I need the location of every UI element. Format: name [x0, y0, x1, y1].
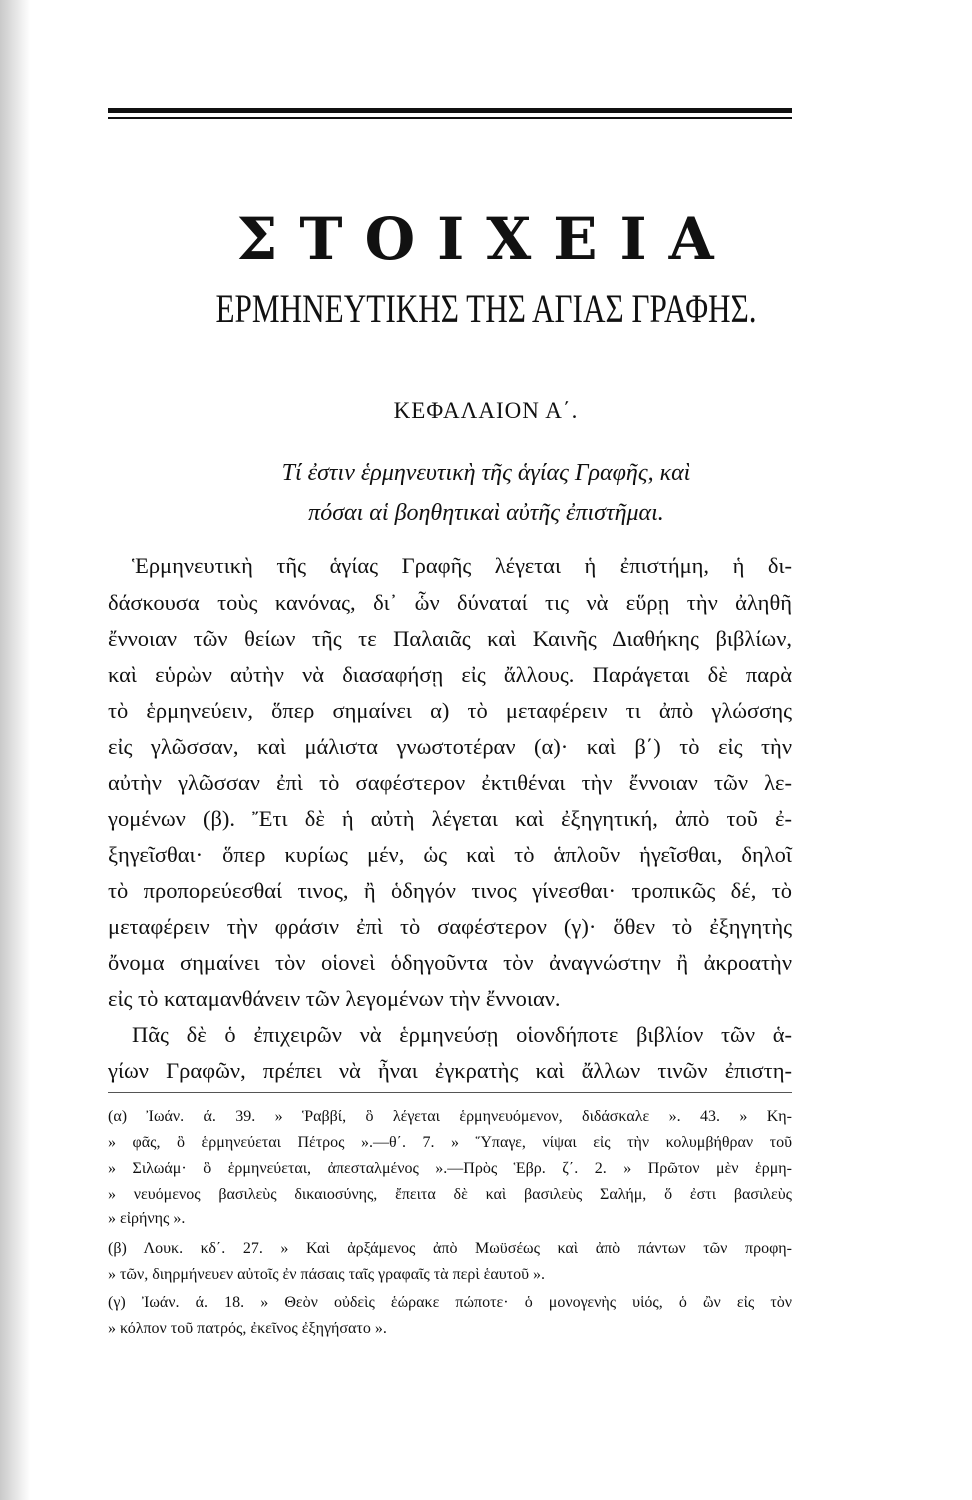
body-line: γομένων (β). Ἔτι δὲ ἡ αὐτὴ λέγεται καὶ ἐξηγητική, ἀπὸ τοῦ ἐ-: [108, 806, 792, 831]
body-line: ὄνομα σημαίνει τὸν οἱονεὶ ὁδηγοῦντα τὸν ἀναγνώστην ἢ ἀκροατὴν: [108, 950, 792, 975]
footnote-line: (β) Λουκ. κδ΄. 27. » Καὶ ἀρξάμενος ἀπὸ Μωϋσέως καὶ ἀπὸ πάντων τῶν προφη-: [108, 1240, 792, 1257]
body-line: Ἑρμηνευτικὴ τῆς ἁγίας Γραφῆς λέγεται ἡ ἐπιστήμη, ἡ δι-: [132, 553, 792, 578]
body-line: γίων Γραφῶν, πρέπει νὰ ἦναι ἐγκρατὴς καὶ ἄλλων τινῶν ἐπιστη-: [108, 1058, 792, 1083]
footnote-line: (α) Ἰωάν. ά. 39. » Ῥαββί, ὃ λέγεται ἑρμηνευόμενον, διδάσκαλε ». 43. » Κη-: [108, 1108, 792, 1125]
footnote-line: » κόλπον τοῦ πατρός, ἐκεῖνος ἐξηγήσατο ».: [108, 1320, 387, 1337]
body-line: αὐτὴν γλῶσσαν ἐπὶ τὸ σαφέστερον ἐκτιθέναι τὴν ἔννοιαν τῶν λε-: [108, 770, 792, 795]
body-line: τὸ ἑρμηνεύειν, ὅπερ σημαίνει α) τὸ μεταφέρειν τι ἀπὸ γλώσσης: [108, 698, 792, 723]
header-rule-thin: [108, 117, 792, 119]
body-line: Πᾶς δὲ ὁ ἐπιχειρῶν νὰ ἑρμηνεύσῃ οἱονδήποτε βιβλίον τῶν ἁ-: [132, 1022, 792, 1047]
body-line: τὸ προπορεύεσθαί τινος, ἢ ὁδηγόν τινος γίνεσθαι· τροπικῶς δέ, τὸ: [108, 878, 792, 903]
body-line: εἰς τὸ καταμανθάνειν τῶν λεγομένων τὴν ἔννοιαν.: [108, 986, 561, 1011]
main-title: ΣΤΟΙΧΕΙΑ: [236, 205, 736, 273]
body-line: δάσκουσα τοὺς κανόνας, δι᾽ ὧν δύναταί τις νὰ εὕρῃ τὴν ἀληθῆ: [108, 590, 792, 615]
footnote-line: » Σιλωάμ· ὃ ἑρμηνεύεται, ἀπεσταλμένος ».—Πρὸς Ἑβρ. ζ΄. 2. » Πρῶτον μὲν ἑρμη-: [108, 1160, 792, 1177]
body-line: εἰς γλῶσσαν, καὶ μάλιστα γνωστοτέραν (α)· καὶ β΄) τὸ εἰς τὴν: [108, 734, 792, 759]
footnote-line: » φᾶς, ὃ ἑρμηνεύεται Πέτρος ».—θ΄. 7. » Ὕπαγε, νίψαι εἰς τὴν κολυμβήθραν τοῦ: [108, 1134, 792, 1151]
body-line: ξηγεῖσθαι· ὅπερ κυρίως μέν, ὡς καὶ τὸ ἁπλοῦν ἡγεῖσθαι, δηλοῖ: [108, 842, 792, 867]
chapter-subtitle-line: πόσαι αἱ βοηθητικαὶ αὐτῆς ἐπιστῆμαι.: [308, 500, 664, 526]
chapter-subtitle-line: Τί ἐστιν ἑρμηνευτικὴ τῆς ἁγίας Γραφῆς, καὶ: [281, 460, 691, 486]
chapter-heading: ΚΕΦΑΛΑΙΟΝ Α΄.: [393, 398, 579, 423]
body-line: μεταφέρειν τὴν φράσιν ἐπὶ τὸ σαφέστερον (γ)· ὅθεν τὸ ἐξηγητὴς: [108, 914, 792, 939]
footnote-line: (γ) Ἰωάν. ά. 18. » Θεὸν οὐδεὶς ἑώρακε πώποτε· ὁ μονογενὴς υἱός, ὁ ὢν εἰς τὸν: [108, 1294, 792, 1311]
footnote-divider: [108, 1092, 792, 1093]
body-line: καὶ εὑρὼν αὐτὴν νὰ διασαφήσῃ εἰς ἄλλους. Παράγεται δὲ παρὰ: [108, 662, 792, 687]
footnote-line: » εἰρήνης ».: [108, 1210, 186, 1227]
title-subheading: ΕΡΜΗΝΕΥΤΙΚΗΣ ΤΗΣ ΑΓΙΑΣ ΓΡΑΦΗΣ.: [215, 286, 757, 331]
header-rule-thick: [108, 108, 792, 113]
body-line: ἔννοιαν τῶν θείων τῆς τε Παλαιᾶς καὶ Καινῆς Διαθήκης βιβλίων,: [108, 626, 792, 651]
footnote-line: » τῶν, διηρμήνευεν αὐτοῖς ἐν πάσαις ταῖς γραφαῖς τὰ περὶ ἑαυτοῦ ».: [108, 1266, 546, 1283]
footnote-line: » νευόμενος βασιλεὺς δικαιοσύνης, ἔπειτα δὲ καὶ βασιλεὺς Σαλήμ, ὅ ἐστι βασιλεὺς: [108, 1186, 792, 1203]
